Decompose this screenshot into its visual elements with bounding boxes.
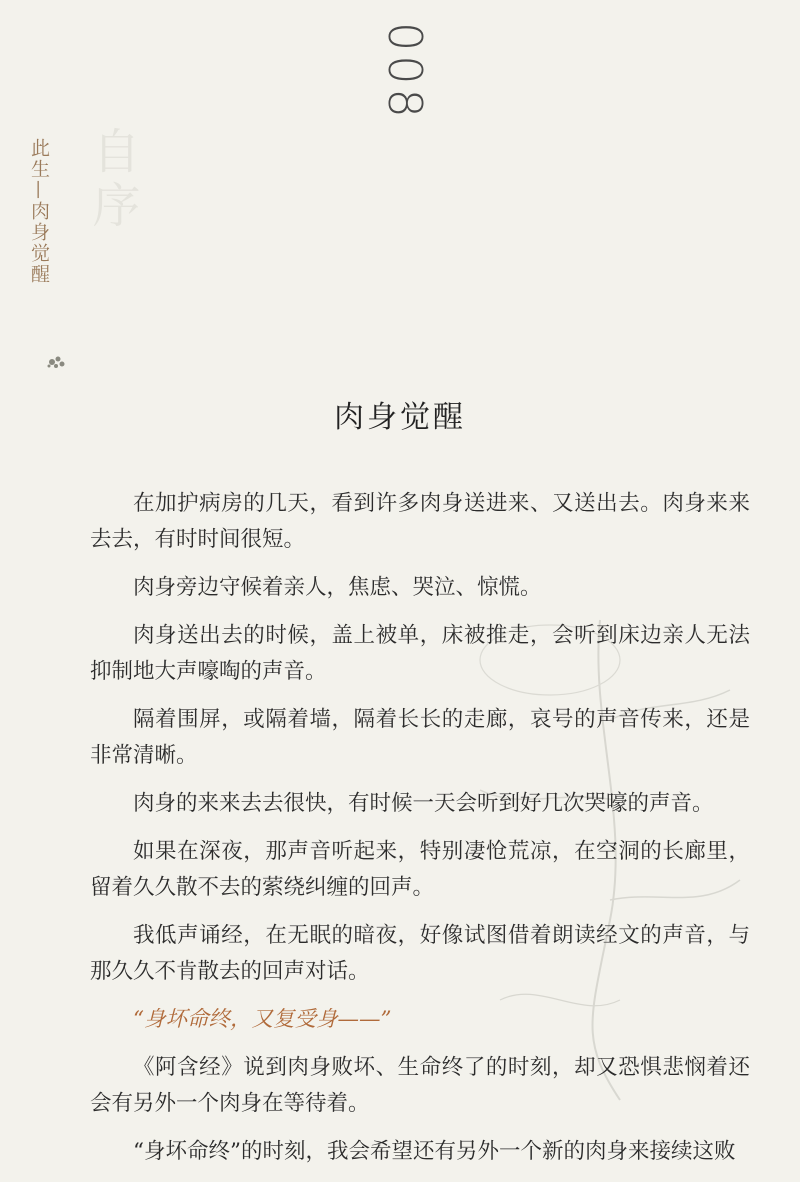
paragraph: 肉身旁边守候着亲人，焦虑、哭泣、惊慌。 (133, 575, 542, 600)
watermark-text: 自序 (84, 126, 140, 234)
paragraph: 在加护病房的几天，看到许多肉身送进来、又送出去。肉身来来去去，有时时间很短。 (90, 491, 750, 552)
ornament-icon (44, 352, 70, 372)
paragraph: 《阿含经》说到肉身败坏、生命终了的时刻，却又恐惧悲悯着还会有另外一个肉身在等待着。 (90, 1055, 750, 1116)
paragraph: “身坏命终”的时刻，我会希望还有另外一个新的肉身来接续这败 (133, 1139, 736, 1164)
chapter-title: 肉身觉醒 (334, 400, 466, 435)
body-text (90, 486, 750, 1182)
paragraph: 我低声诵经，在无眠的暗夜，好像试图借着朗读经文的声音，与那久久不肯散去的回声对话。 (90, 923, 750, 984)
running-head: 此生—肉身觉醒 (28, 138, 50, 285)
paragraph: 隔着围屏，或隔着墙，隔着长长的走廊，哀号的声音传来，还是非常清晰。 (90, 707, 750, 768)
sutra-quote: “身坏命终，又复受身——” (133, 1007, 392, 1032)
paragraph: 肉身送出去的时候，盖上被单，床被推走，会听到床边亲人无法抑制地大声嚎啕的声音。 (90, 623, 750, 684)
paragraph: 肉身的来来去去很快，有时候一天会听到好几次哭嚎的声音。 (133, 791, 714, 816)
paragraph: 如果在深夜，那声音听起来，特别凄怆荒凉，在空洞的长廊里，留着久久散不去的萦绕纠缠的回声。 (90, 839, 750, 900)
page-number: 008 (378, 22, 432, 122)
